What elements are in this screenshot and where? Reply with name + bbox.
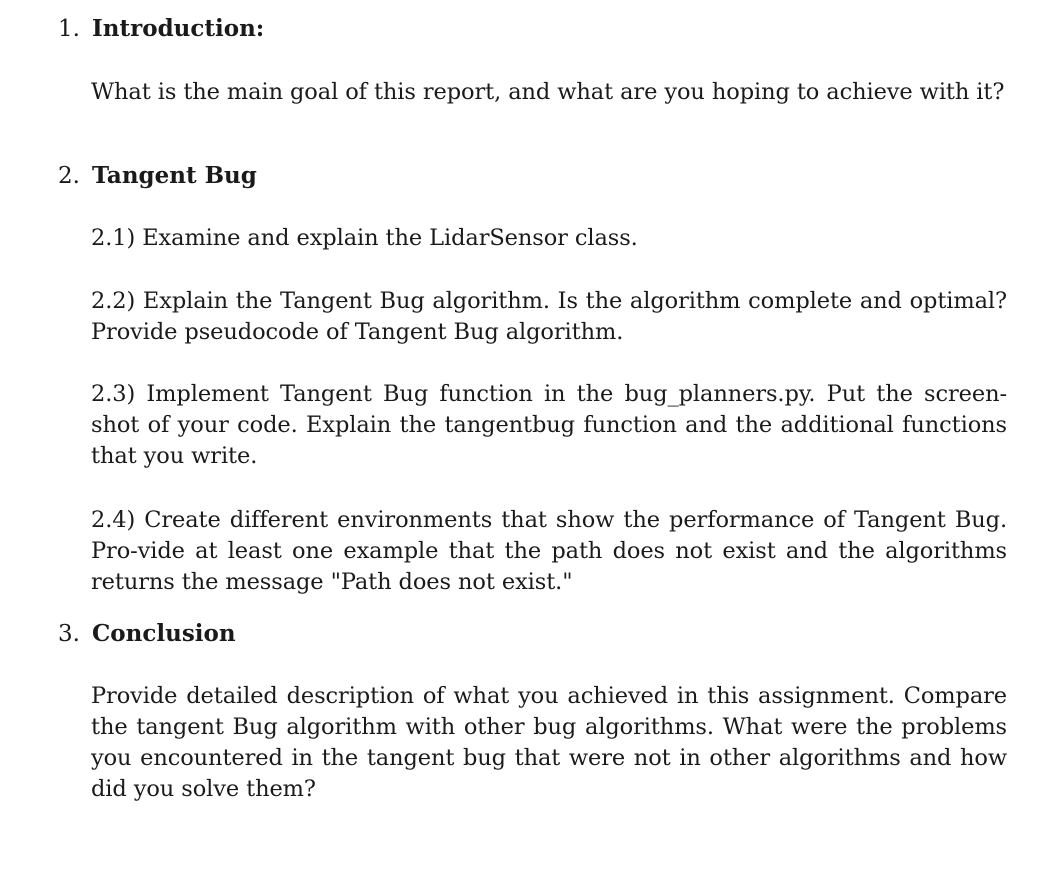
question-2-4-paragraph: 2.4) Create different environments that show the performance of Tangent Bug. Pro-vide at least one example that the path does not exist and the algorithms returns the message "Path does not exist." bbox=[91, 507, 1007, 595]
section-title: Tangent Bug bbox=[92, 162, 257, 189]
section-heading-introduction bbox=[58, 14, 264, 44]
conclusion-paragraph: Provide detailed description of what you achieved in this assignment. Compare the tangent Bug algorithm with other bug algorithms. What were the problems you encountered in the tangent bug that were not in other algorithms and how did you solve them? bbox=[91, 683, 1007, 802]
question-2-2-paragraph: 2.2) Explain the Tangent Bug algorithm. Is the algorithm complete and optimal? Provide pseudocode of Tangent Bug algorithm. bbox=[91, 288, 1007, 345]
question-2-3-paragraph: 2.3) Implement Tangent Bug function in the bug_planners.py. Put the screen-shot of your code. Explain the tangentbug function and the additional functions that you write. bbox=[91, 381, 1007, 469]
section-title: Conclusion bbox=[92, 620, 236, 647]
section-number: 2. bbox=[58, 163, 80, 189]
section-number: 3. bbox=[58, 621, 80, 647]
section-heading-conclusion bbox=[58, 619, 236, 649]
introduction-paragraph: What is the main goal of this report, and what are you hoping to achieve with it? bbox=[91, 79, 1005, 105]
section-title: Introduction: bbox=[92, 15, 265, 42]
section-number: 1. bbox=[58, 16, 80, 42]
question-2-1-paragraph: 2.1) Examine and explain the LidarSensor class. bbox=[91, 225, 638, 251]
section-heading-tangent-bug bbox=[58, 161, 257, 191]
